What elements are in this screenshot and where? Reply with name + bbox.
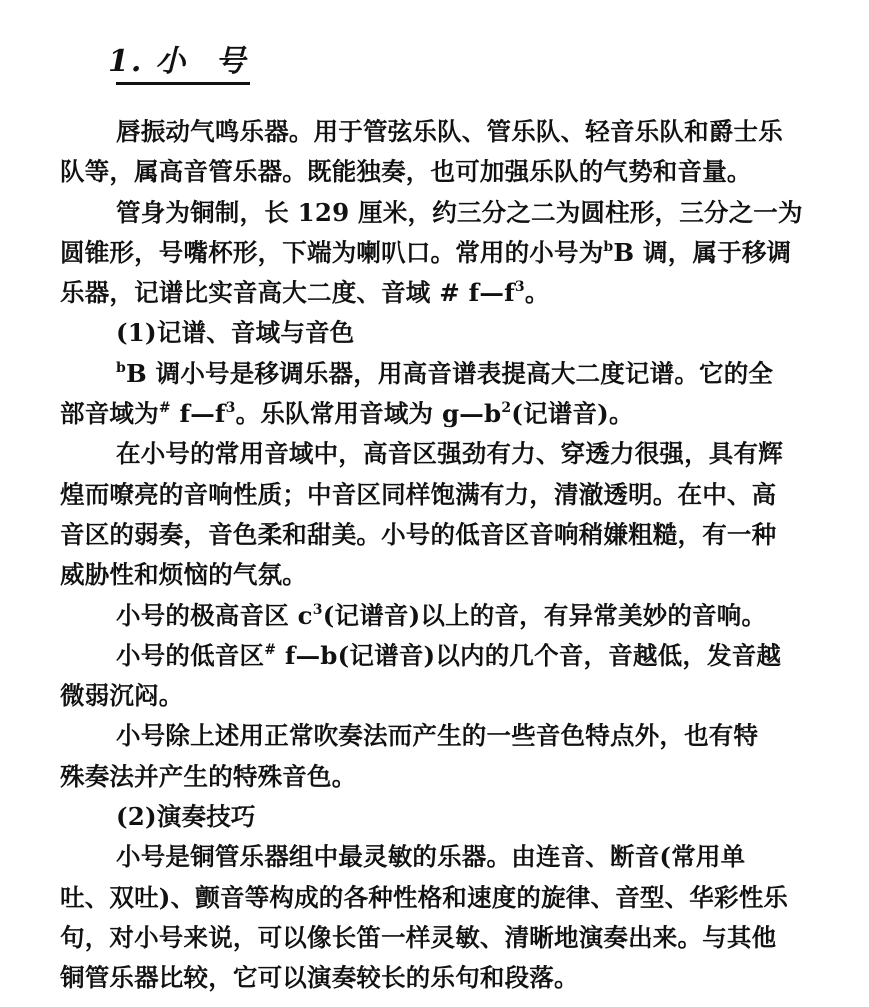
text-run: 部音域为 (60, 399, 159, 429)
paragraph-line: 管身为铜制，长 129 厘米，约三分之二为圆柱形，三分之一为 (116, 197, 803, 227)
text-run: 乐器，记谱比实音高大二度、音域 # f—f (60, 278, 515, 308)
paragraph-line: 微弱沉闷。 (60, 681, 184, 711)
text-run: (记谱音)以上的音，有异常美妙的音响。 (322, 600, 767, 630)
text-run: (记谱音)。 (511, 399, 634, 429)
section-title-char-1: 小 (155, 44, 188, 79)
paragraph-line (60, 636, 805, 676)
paragraph-line (60, 394, 805, 434)
paragraph-line: 小号是铜管乐器组中最灵敏的乐器。由连音、断音(常用单 (116, 842, 746, 872)
flat-superscript: b (603, 238, 614, 255)
octave-superscript: 2 (501, 400, 512, 417)
paragraph-line: 队等，属高音管乐器。既能独奏，也可加强乐队的气势和音量。 (60, 157, 752, 187)
paragraph-line: 铜管乐器比较，它可以演奏较长的乐句和段落。 (60, 963, 579, 993)
section-number: 1. (108, 44, 144, 79)
paragraph-line: 唇振动气鸣乐器。用于管弦乐队、管乐队、轻音乐队和爵士乐 (116, 117, 783, 146)
paragraph-line: 煌而嘹亮的音响性质；中音区同样饱满有力，清澈透明。在中、高 (60, 479, 777, 509)
section-title-char-2: 号 (215, 44, 248, 79)
subsection-heading: (2)演奏技巧 (116, 802, 256, 832)
text-run: 。乐队常用音域为 g—b (235, 399, 502, 429)
text-run: B 调小号是移调乐器，用高音谱表提高大二度记谱。它的全 (126, 358, 774, 388)
text-run: 小号的低音区 (116, 640, 265, 670)
paragraph-line: 殊奏法并产生的特殊音色。 (60, 761, 357, 791)
text-run: B 调，属于移调 (613, 237, 792, 267)
octave-superscript: 3 (312, 601, 323, 618)
text-run: 圆锥形，号嘴杯形，下端为喇叭口。常用的小号为 (60, 237, 604, 267)
text-run: 小号的极高音区 c (116, 600, 313, 630)
text-run: 。 (524, 278, 550, 308)
paragraph-line: 吐、双吐)、颤音等构成的各种性格和速度的旋律、音型、华彩性乐 (60, 882, 789, 912)
subsection-heading: (1)记谱、音域与音色 (116, 318, 355, 348)
flat-superscript: b (116, 359, 126, 376)
paragraph-line: 小号除上述用正常吹奏法而产生的一些音色特点外，也有特 (116, 721, 759, 751)
paragraph-line (60, 273, 805, 313)
sharp-superscript: # (158, 400, 171, 417)
octave-superscript: 3 (225, 400, 236, 417)
text-run: f—b(记谱音)以内的几个音，音越低，发音越 (276, 640, 782, 670)
paragraph-line: 句，对小号来说，可以像长笛一样灵敏、清晰地演奏出来。与其他 (60, 922, 777, 952)
body-text (60, 112, 805, 999)
sharp-superscript: # (264, 641, 277, 658)
section-heading (108, 36, 247, 80)
paragraph-line: 在小号的常用音域中，高音区强劲有力、穿透力很强，具有辉 (116, 439, 783, 469)
paragraph-line: 威胁性和烦恼的气氛。 (60, 560, 307, 590)
heading-underline (116, 82, 250, 85)
text-run: f—f (170, 399, 226, 429)
paragraph-line (60, 596, 805, 636)
octave-superscript: 3 (514, 279, 525, 296)
paragraph-line (60, 354, 805, 394)
paragraph-line: 音区的弱奏，音色柔和甜美。小号的低音区音响稍嫌粗糙，有一种 (60, 519, 777, 549)
paragraph-line (60, 233, 805, 273)
